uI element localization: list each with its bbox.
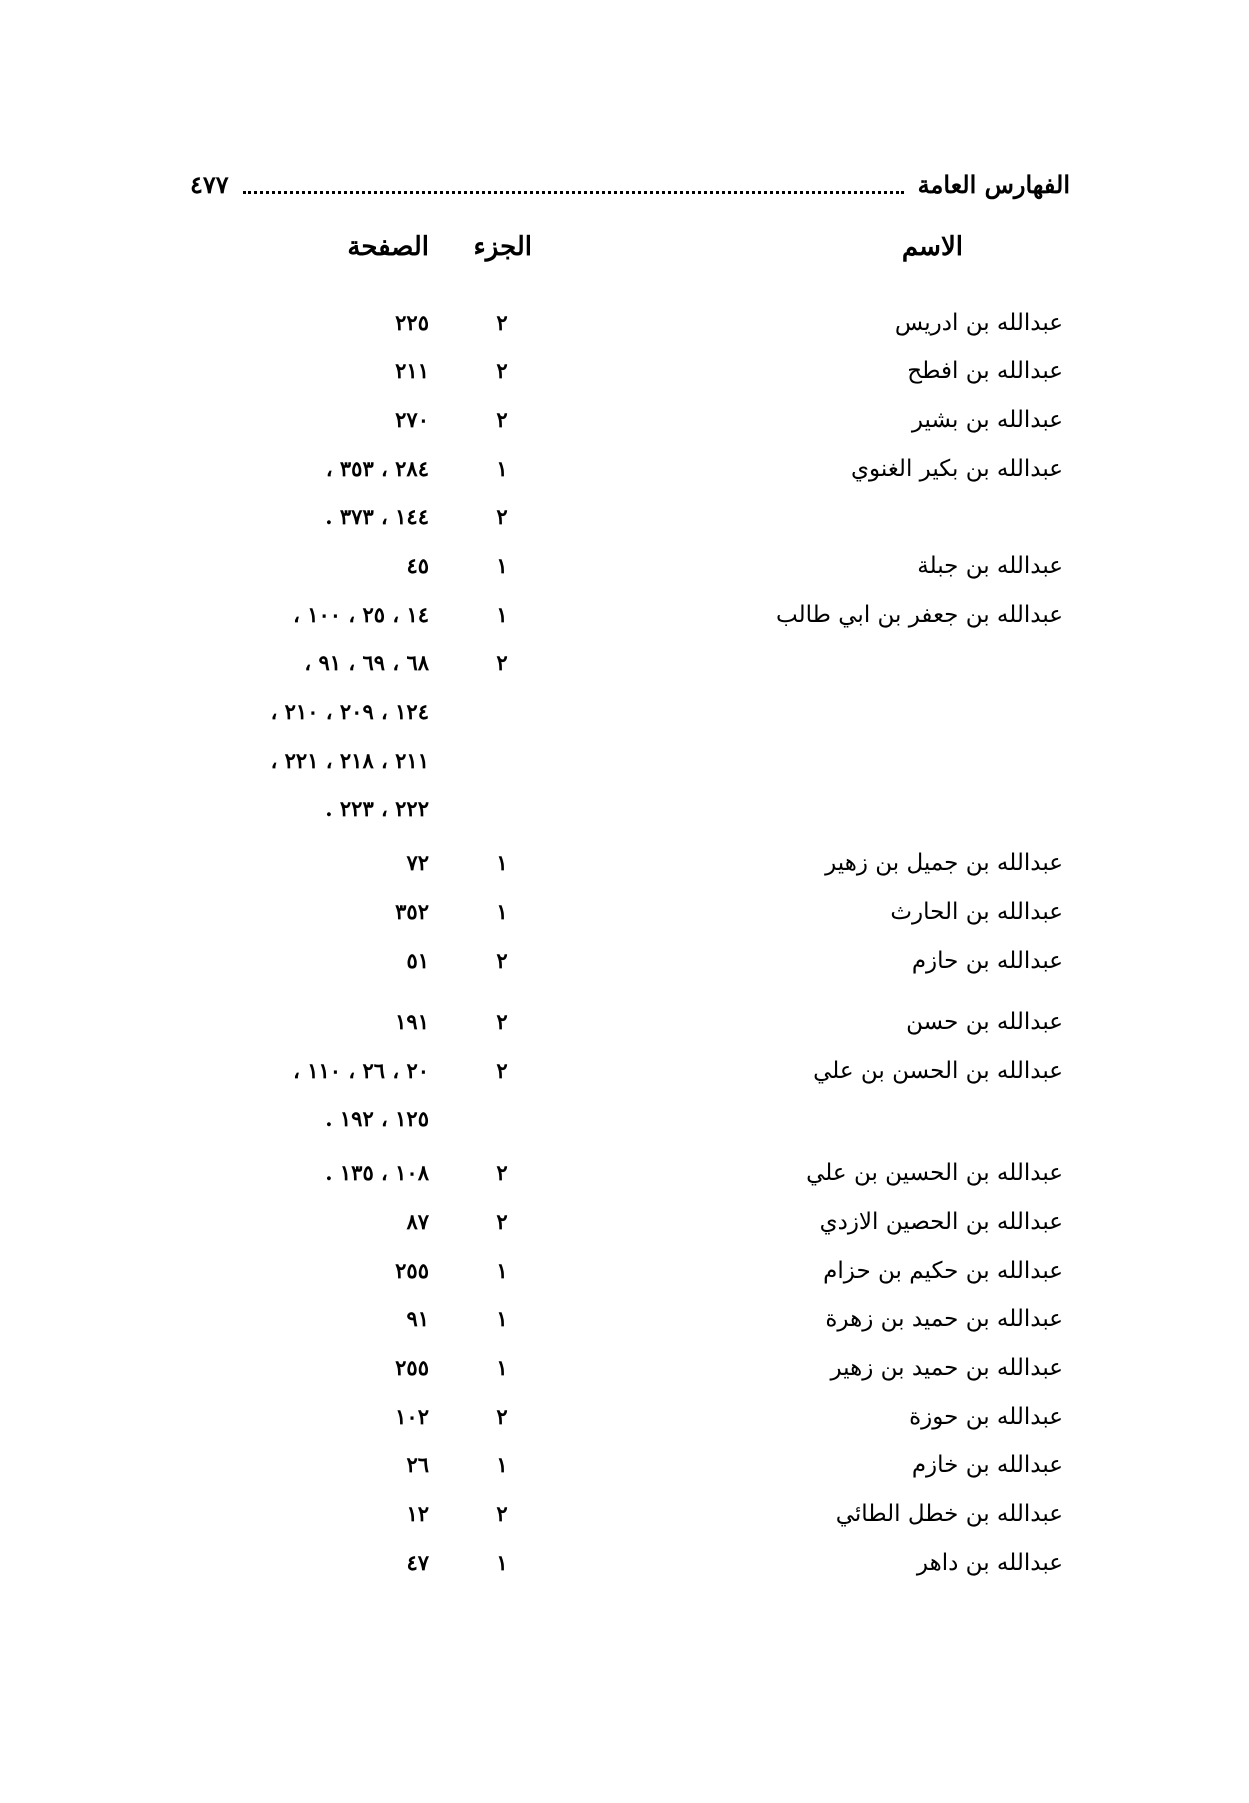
table-row <box>0 543 1249 589</box>
entry-pages: ٢٦ <box>406 1452 429 1477</box>
table-row <box>0 1345 1249 1391</box>
header-title: الفهارس العامة <box>917 169 1070 199</box>
table-row <box>0 348 1249 394</box>
table-row <box>0 1394 1249 1440</box>
entry-pages: ٢١١ <box>395 358 429 383</box>
entry-pages: ٤٧ <box>406 1550 429 1575</box>
table-row <box>0 1150 1249 1196</box>
entry-part: ١ <box>496 1550 508 1575</box>
entry-name: عبدالله بن الحسن بن علي <box>813 1058 1063 1084</box>
table-row <box>0 1540 1249 1586</box>
column-heading-part: الجزء <box>473 232 532 262</box>
entry-pages: ١٠٨ ، ١٣٥ . <box>325 1160 429 1185</box>
entry-part: ٢ <box>496 310 508 335</box>
entry-pages: ٢٥٥ <box>395 1258 429 1283</box>
entry-name: عبدالله بن حسن <box>906 1009 1063 1035</box>
entry-pages: ٤٥ <box>406 553 429 578</box>
entry-part: ١ <box>496 1306 508 1331</box>
entry-pages: ٢٢٥ <box>395 310 429 335</box>
table-row <box>0 1248 1249 1294</box>
entry-pages: ٢١١ ، ٢١٨ ، ٢٢١ ، <box>270 748 429 773</box>
entry-pages: ٢٧٠ <box>395 407 429 432</box>
entry-pages: ٧٢ <box>406 850 429 875</box>
entry-part: ٢ <box>496 1209 508 1234</box>
entry-part: ٢ <box>496 948 508 973</box>
entry-pages: ٢٠ ، ٢٦ ، ١١٠ ، <box>293 1058 429 1083</box>
entry-pages: ٥١ <box>406 948 429 973</box>
entry-part: ٢ <box>496 1160 508 1185</box>
table-row <box>0 1048 1249 1094</box>
entry-pages: ١٤ ، ٢٥ ، ١٠٠ ، <box>293 602 429 627</box>
entry-name: عبدالله بن الحارث <box>890 899 1063 925</box>
table-row <box>0 689 1249 735</box>
entry-name: عبدالله بن حوزة <box>909 1404 1063 1430</box>
table-row <box>0 397 1249 443</box>
entry-part: ٢ <box>496 1404 508 1429</box>
entry-part <box>487 786 517 832</box>
table-row <box>0 1199 1249 1245</box>
entry-pages: ١٢٥ ، ١٩٢ . <box>325 1106 429 1131</box>
entry-pages: ٦٨ ، ٦٩ ، ٩١ ، <box>304 650 429 675</box>
entry-name: عبدالله بن جميل بن زهير <box>825 850 1063 876</box>
table-row <box>0 1096 1249 1142</box>
entry-part: ١ <box>496 1452 508 1477</box>
entry-pages: ٨٧ <box>406 1209 429 1234</box>
entry-part: ١ <box>496 553 508 578</box>
column-heading-page: الصفحة <box>347 232 429 262</box>
table-row <box>0 1296 1249 1342</box>
entry-part <box>487 689 517 735</box>
table-row <box>0 938 1249 984</box>
entry-name: عبدالله بن افطح <box>907 358 1063 384</box>
table-row <box>0 300 1249 346</box>
entry-part: ٢ <box>496 1058 508 1083</box>
table-row <box>0 1442 1249 1488</box>
entry-name: عبدالله بن حميد بن زهير <box>830 1355 1063 1381</box>
entry-name: عبدالله بن خازم <box>911 1452 1063 1478</box>
entry-pages: ٢٥٥ <box>395 1355 429 1380</box>
entry-part: ٢ <box>496 650 508 675</box>
page-number: ٤٧٧ <box>190 169 229 199</box>
entry-part: ٢ <box>496 1009 508 1034</box>
entry-name: عبدالله بن الحسين بن علي <box>806 1160 1063 1186</box>
entry-name: عبدالله بن حميد بن زهرة <box>825 1306 1063 1332</box>
entry-part: ٢ <box>496 407 508 432</box>
entry-name: عبدالله بن الحصين الازدي <box>819 1209 1063 1235</box>
entry-pages: ٢٢٢ ، ٢٢٣ . <box>325 796 429 821</box>
entry-pages: ٩١ <box>406 1306 429 1331</box>
table-row <box>0 840 1249 886</box>
table-row <box>0 889 1249 935</box>
table-row <box>0 1491 1249 1537</box>
table-row <box>0 738 1249 784</box>
entry-pages: ١٢ <box>406 1501 429 1526</box>
entry-pages: ٣٥٢ <box>395 899 429 924</box>
entry-part: ١ <box>496 1355 508 1380</box>
entry-part: ١ <box>496 602 508 627</box>
entry-part: ٢ <box>496 504 508 529</box>
entry-part: ١ <box>496 1258 508 1283</box>
entry-pages: ١٠٢ <box>395 1404 429 1429</box>
entry-part: ١ <box>496 850 508 875</box>
entry-part <box>487 1096 517 1142</box>
entry-pages: ١٤٤ ، ٣٧٣ . <box>325 504 429 529</box>
entry-name: عبدالله بن جبلة <box>917 553 1063 579</box>
entry-pages: ١٩١ <box>395 1009 429 1034</box>
table-row <box>0 640 1249 686</box>
entry-part <box>487 738 517 784</box>
entry-name: عبدالله بن حكيم بن حزام <box>823 1258 1063 1284</box>
entry-name: عبدالله بن جعفر بن ابي طالب <box>776 602 1063 628</box>
entry-pages: ٢٨٤ ، ٣٥٣ ، <box>325 456 429 481</box>
entry-name: عبدالله بن داهر <box>916 1550 1063 1576</box>
entry-pages: ١٢٤ ، ٢٠٩ ، ٢١٠ ، <box>270 699 429 724</box>
entry-name: عبدالله بن بشير <box>911 407 1063 433</box>
table-row <box>0 592 1249 638</box>
column-heading-name: الاسم <box>901 232 963 262</box>
entry-name: عبدالله بن ادريس <box>894 310 1063 336</box>
table-row <box>0 446 1249 492</box>
table-row <box>0 999 1249 1045</box>
entry-part: ٢ <box>496 1501 508 1526</box>
entry-name: عبدالله بن حازم <box>911 948 1063 974</box>
table-row <box>0 786 1249 832</box>
entry-part: ٢ <box>496 358 508 383</box>
entry-part: ١ <box>496 456 508 481</box>
entry-name: عبدالله بن بكير الغنوي <box>851 456 1063 482</box>
table-row <box>0 494 1249 540</box>
entry-part: ١ <box>496 899 508 924</box>
entry-name: عبدالله بن خطل الطائي <box>835 1501 1063 1527</box>
